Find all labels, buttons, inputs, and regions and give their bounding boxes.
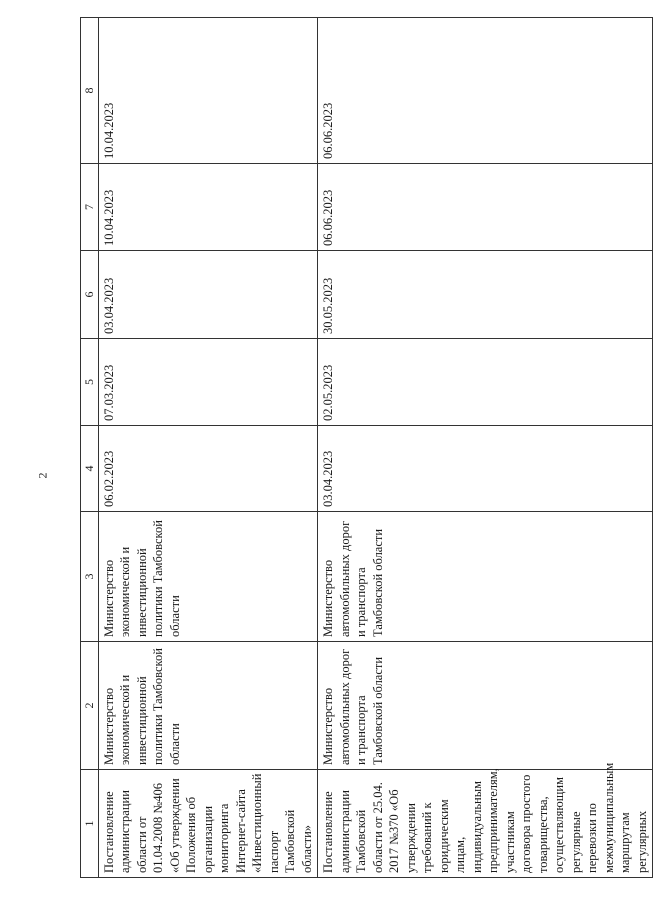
date-cell-6: 30.05.2023 (318, 251, 653, 339)
date-cell-4: 06.02.2023 (98, 426, 318, 512)
header-row (81, 18, 99, 878)
date-cell-5: 07.03.2023 (98, 339, 318, 426)
page-number: 2 (35, 472, 50, 479)
header-cell-4: 4 (81, 426, 99, 512)
date-cell-8: 06.06.2023 (318, 18, 653, 164)
date-cell-8: 10.04.2023 (98, 18, 318, 164)
responsible-cell: Министерство автомобильных дорог и транспорта Тамбовской области (318, 512, 653, 642)
date-cell-4: 03.04.2023 (318, 426, 653, 512)
act-name-cell: Постановление администрации Тамбовской области от 25.04. 2017 №370 «Об утверждении требований к юридическим лицам, индивидуальным предпринимателям, участникам договора простого товарищества, осуществляющим регулярные перевозки по межмуниципальным маршрутам регулярных (318, 770, 653, 878)
table-row (98, 18, 318, 878)
document-table (80, 17, 653, 878)
header-cell-8: 8 (81, 18, 99, 164)
document-table-rotated (80, 18, 649, 878)
header-cell-2: 2 (81, 642, 99, 770)
table-row (318, 18, 653, 878)
act-name-cell: Постановление администрации области от 01.04.2008 №406 «Об утверждении Положения об организации мониторинга Интернет-сайта «Инвестиционный паспорт Тамбовской области» (98, 770, 318, 878)
date-cell-7: 10.04.2023 (98, 164, 318, 251)
date-cell-7: 06.06.2023 (318, 164, 653, 251)
developer-cell: Министерство экономической и инвестиционной политики Тамбовской области (98, 642, 318, 770)
header-cell-1: 1 (81, 770, 99, 878)
responsible-cell: Министерство экономической и инвестиционной политики Тамбовской области (98, 512, 318, 642)
header-cell-7: 7 (81, 164, 99, 251)
date-cell-6: 03.04.2023 (98, 251, 318, 339)
developer-cell: Министерство автомобильных дорог и транспорта Тамбовской области (318, 642, 653, 770)
date-cell-5: 02.05.2023 (318, 339, 653, 426)
header-cell-5: 5 (81, 339, 99, 426)
header-cell-6: 6 (81, 251, 99, 339)
header-cell-3: 3 (81, 512, 99, 642)
